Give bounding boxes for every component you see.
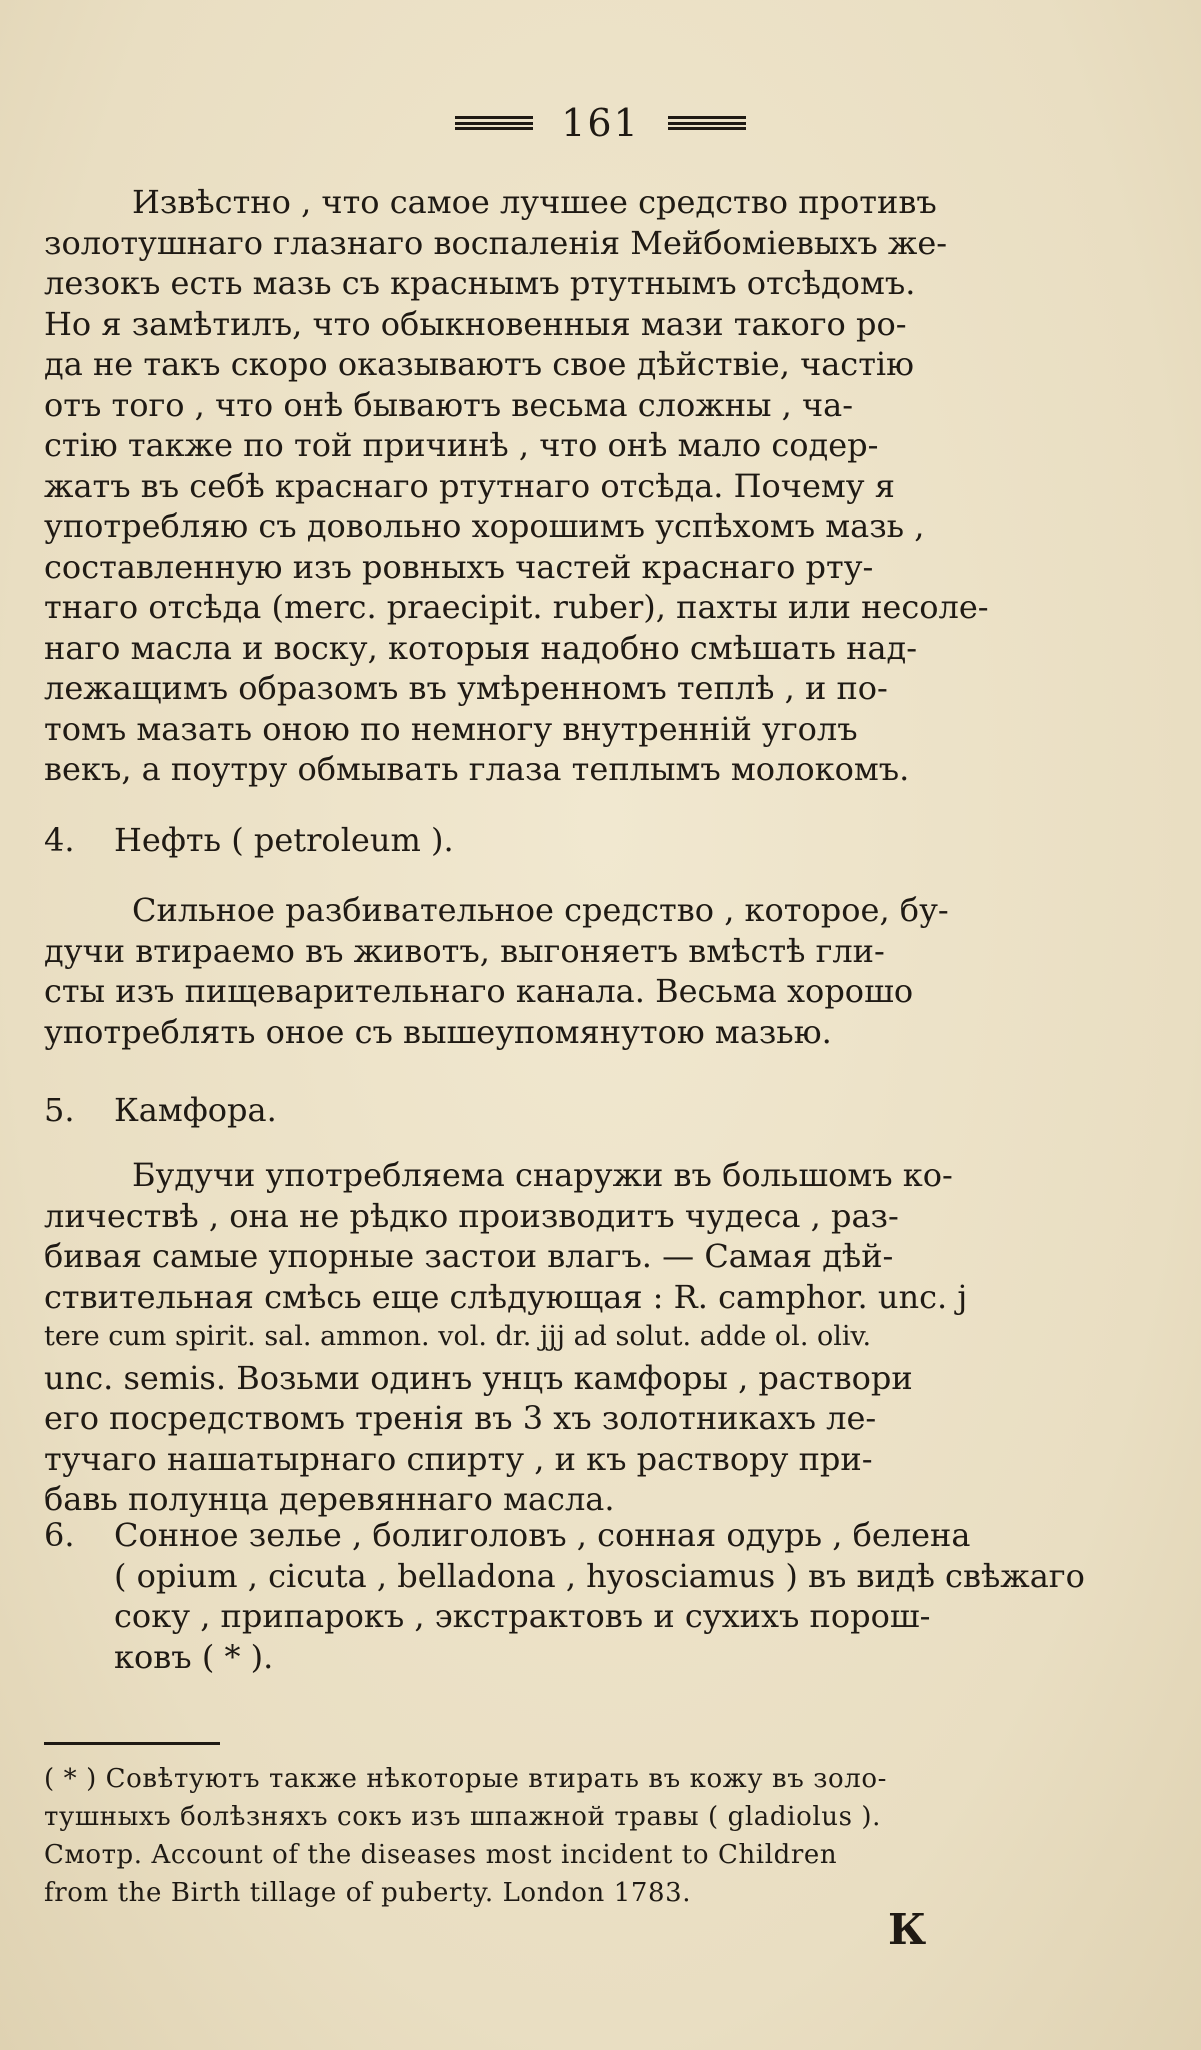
item-5-heading [44,1090,1104,1131]
item-6 [44,1515,1104,1677]
text-line: сты изъ пищеварительнаго канала. Весьма хорошо [44,972,914,1010]
text-line: наго масла и воску, которыя надобно смѣшать над- [44,628,918,667]
text-line: векъ, а поутру обмывать глаза теплымъ молокомъ. [44,750,910,788]
page-header [0,98,1201,148]
text-line: Но я замѣтилъ, что обыкновенныя мази такого ро- [44,304,907,343]
text-line: стію также по той причинѣ , что онѣ мало содер- [44,426,879,464]
item-title: Камфора. [114,1091,277,1129]
footnote-line: ( * ) Совѣтуютъ также нѣкоторые втирать въ кожу въ золо- [44,1764,888,1794]
text-line: тучаго нашатырнаго спирту , и къ раствору при- [44,1439,873,1478]
header-rule-right [668,116,746,130]
paragraph-1 [44,182,1104,790]
item-title: Нефть ( petroleum ). [114,821,454,859]
text-line: бавь полунца деревяннаго масла. [44,1480,615,1518]
item-number: 6. [44,1516,75,1554]
text-line: употреблять оное съ вышеупомянутою мазью. [44,1012,832,1051]
footnote [44,1760,1104,1912]
footnote-line: тушныхъ болѣзняхъ сокъ изъ шпажной травы ( gladiolus ). [44,1802,881,1832]
text-line: ( opium , cicuta , belladona , hyosciamus ) въ видѣ свѣжаго [114,1556,1085,1595]
text-line: личествѣ , она не рѣдко производитъ чудеса , раз- [44,1196,899,1235]
text-line: золотушнаго глазнаго воспаленія Мейбоміевыхъ же- [44,223,948,262]
signature-mark: К [888,1905,927,1954]
text-line: его посредствомъ тренія въ 3 хъ золотникахъ ле- [44,1399,877,1437]
paragraph-2 [44,890,1104,1052]
text-line: употребляю съ довольно хорошимъ успѣхомъ мазь , [44,507,925,545]
text-line: tere cum spirit. sal. ammon. vol. dr. jjj ad solut. adde ol. oliv. [44,1321,872,1352]
text-line: соку , припарокъ , экстрактовъ и сухихъ порош- [114,1597,931,1635]
item-number: 4. [44,821,75,859]
footnote-rule [44,1742,220,1745]
text-line: ковъ ( * ). [114,1637,274,1676]
paragraph-3 [44,1155,1104,1520]
text-line: Извѣстно , что самое лучшее средство противъ [132,183,937,221]
text-line: бивая самые упорные застои влагъ. — Самая дѣй- [44,1237,894,1275]
text-line: лежащимъ образомъ въ умѣренномъ теплѣ , и по- [44,669,888,707]
text-line: жатъ въ себѣ краснаго ртутнаго отсѣда. Почему я [44,466,895,505]
text-line: отъ того , что онѣ бываютъ весьма сложны , ча- [44,385,854,424]
text-line: да не такъ скоро оказываютъ свое дѣйствіе, частію [44,345,915,383]
text-line: дучи втираемо въ животъ, выгоняетъ вмѣстѣ гли- [44,931,885,970]
text-line: томъ мазать оною по немногу внутренній уголъ [44,709,858,748]
item-4-heading [44,820,1104,861]
text-line: ствительная смѣсь еще слѣдующая : R. camphor. unc. j [44,1277,968,1316]
text-line: тнаго отсѣда (merc. praecipit. ruber), пахты или несоле- [44,588,989,626]
item-number: 5. [44,1091,75,1129]
text-line: составленную изъ ровныхъ частей краснаго рту- [44,547,874,586]
footnote-line: from the Birth tillage of puberty. London 1783. [44,1878,692,1908]
text-line: Сонное зелье , болиголовъ , сонная одурь , белена [114,1516,971,1554]
page-number: 161 [561,101,640,145]
text-line: лезокъ есть мазь съ краснымъ ртутнымъ отсѣдомъ. [44,264,916,302]
text-line: unc. semis. Возьми одинъ унцъ камфоры , раствори [44,1358,913,1397]
header-rule-left [455,116,533,130]
text-line: Сильное разбивательное средство , которое, бу- [132,891,949,929]
text-line: Будучи употребляема снаружи въ большомъ ко- [132,1156,953,1194]
footnote-line: Смотр. Account of the diseases most incident to Children [44,1840,838,1870]
